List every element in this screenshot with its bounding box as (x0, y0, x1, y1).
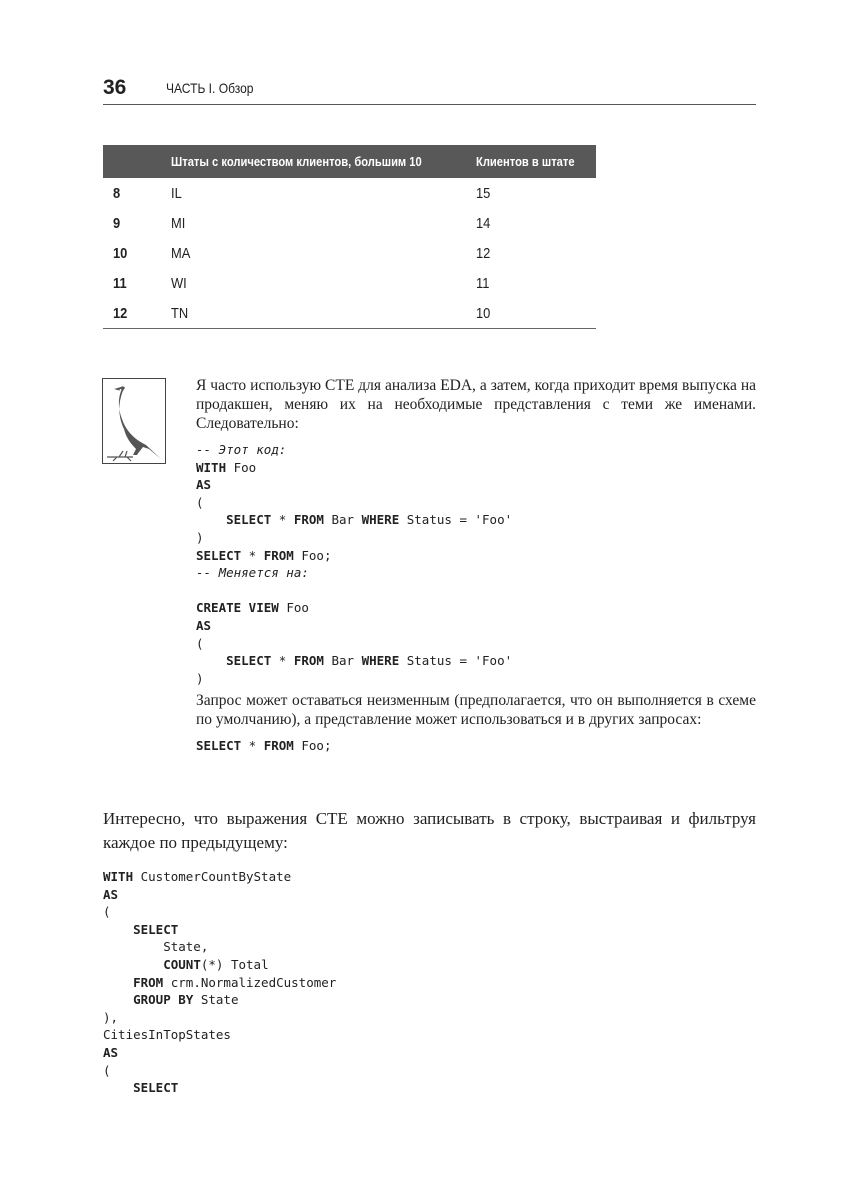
code-line (196, 582, 756, 600)
code-line: State, (103, 939, 209, 955)
results-table (103, 145, 596, 329)
section-title: ЧАСТЬ I. Обзор (166, 80, 254, 96)
code-line: ) (196, 670, 204, 686)
code-line: CREATE VIEW Foo (196, 600, 309, 616)
code-listing (103, 868, 336, 1097)
code-line: ( (196, 635, 204, 651)
code-line: SELECT (133, 921, 179, 937)
row-count-cell: 14 (476, 214, 491, 232)
column-header-state: Штаты с количеством клиентов, большим 10 (171, 154, 422, 169)
code-line: ) (196, 529, 204, 545)
row-state-cell: TN (171, 298, 476, 329)
code-block-cte-to-view (196, 441, 756, 687)
note-paragraph-2: Запрос может оставаться неизменным (предполагается, что он выполняется в схеме по умолчанию), а представление может использоваться и в других запросах: (196, 692, 756, 729)
code-line: ), (103, 1009, 119, 1025)
body-paragraph: Интересно, что выражения CTE можно записывать в строку, выстраивая и фильтруя каждое по предыдущему: (103, 809, 756, 852)
page-header (103, 70, 756, 105)
code-line: GROUP BY State (133, 992, 239, 1008)
code-line: AS (103, 886, 119, 902)
row-index-cell: 8 (113, 184, 121, 202)
code-line: SELECT * FROM Bar WHERE Status = 'Foo' (226, 653, 513, 669)
row-index-cell: 9 (113, 214, 121, 232)
code-line: SELECT * FROM Foo; (196, 547, 332, 563)
code-line: -- Меняется на: (196, 565, 309, 581)
row-index-cell: 11 (113, 274, 127, 292)
code-line: ( (196, 494, 204, 510)
column-header-index (103, 145, 171, 178)
table-row (103, 178, 596, 208)
row-state-cell: MA (171, 244, 191, 262)
code-line: AS (103, 1044, 119, 1060)
table-row (103, 208, 596, 238)
code-line: SELECT * FROM Foo; (196, 738, 332, 754)
code-line: SELECT * FROM Bar WHERE Status = 'Foo' (226, 512, 513, 528)
tip-note (196, 376, 756, 755)
table-row (103, 298, 596, 329)
code-line: WITH Foo (196, 459, 257, 475)
row-count-cell: 12 (476, 244, 491, 262)
bird-icon (102, 378, 166, 464)
code-line: COUNT(*) Total (163, 956, 269, 972)
table-header-row (103, 145, 596, 178)
code-line: -- Этот код: (196, 442, 287, 457)
row-state-cell: IL (171, 184, 182, 202)
code-line: ( (103, 904, 111, 920)
row-count-cell: 10 (476, 298, 596, 329)
code-line: FROM crm.NormalizedCustomer (133, 974, 337, 990)
page-number: 36 (103, 76, 127, 99)
row-state-cell: MI (171, 214, 186, 232)
code-line: ( (103, 1062, 111, 1078)
row-index-cell: 10 (113, 244, 128, 262)
code-line: AS (196, 617, 212, 633)
column-header-count: Клиентов в штате (476, 154, 575, 169)
table-row (103, 238, 596, 268)
row-index-cell: 12 (103, 298, 171, 329)
row-count-cell: 15 (476, 184, 491, 202)
table-row (103, 268, 596, 298)
row-count-cell: 11 (476, 274, 490, 292)
code-line: CitiesInTopStates (103, 1027, 231, 1043)
code-line: AS (196, 477, 212, 493)
code-block-select (196, 737, 756, 755)
code-line: WITH CustomerCountByState (103, 869, 292, 884)
code-line: SELECT (133, 1080, 179, 1096)
row-state-cell: WI (171, 274, 187, 292)
note-paragraph-1: Я часто использую CTE для анализа EDA, а затем, когда приходит время выпуска на продакшен, меняю их на необходимые представления с теми же именами. Следовательно: (196, 377, 756, 432)
